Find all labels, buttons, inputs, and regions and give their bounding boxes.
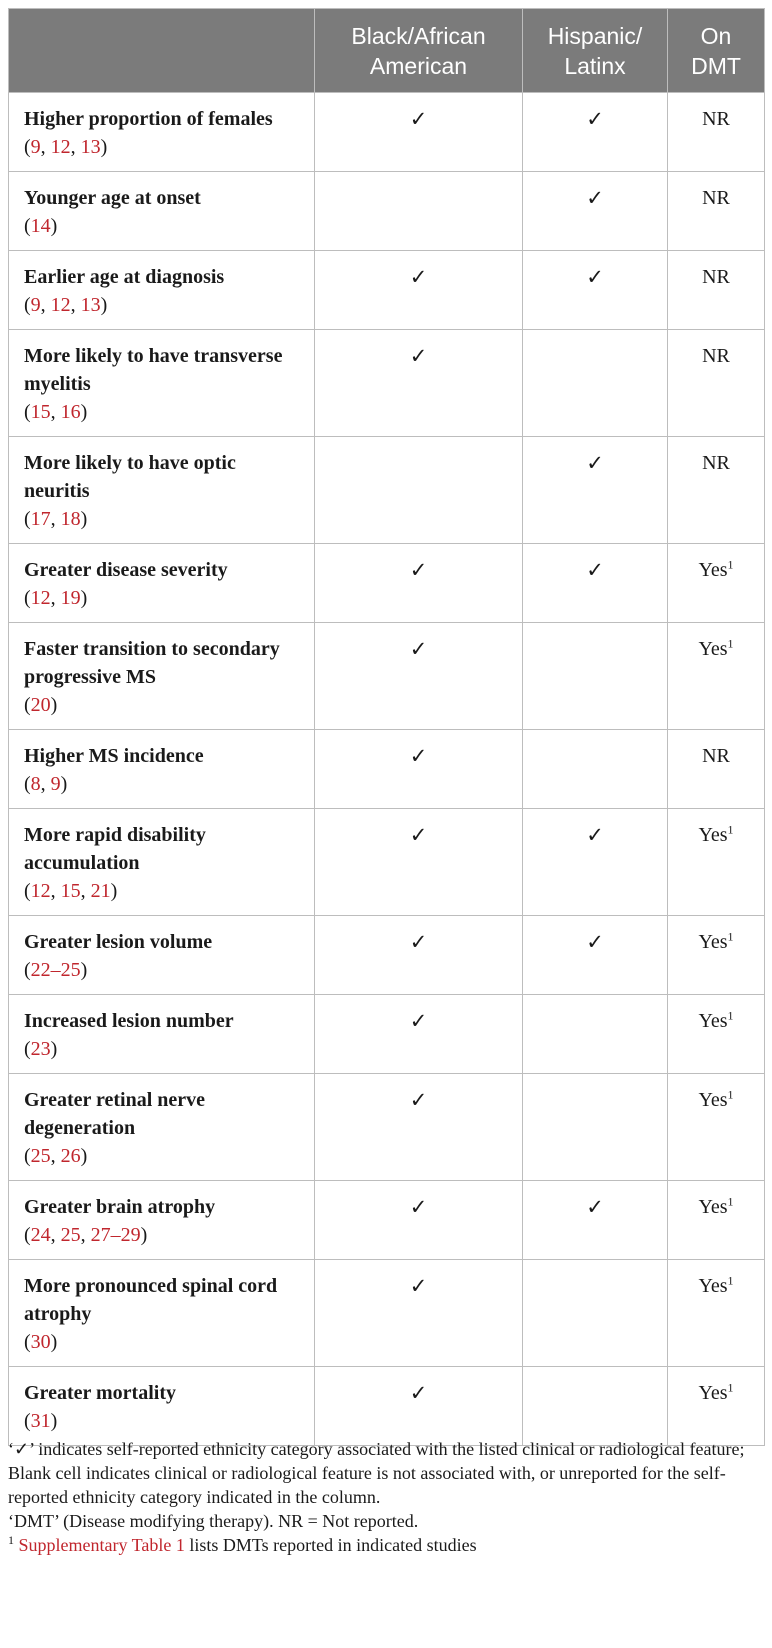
table-footnotes: [8, 1437, 764, 1557]
on-dmt-cell: [668, 730, 765, 809]
hispanic-latinx-cell: [523, 623, 668, 730]
dmt-footnote-marker: 1: [727, 1380, 734, 1395]
hispanic-latinx-cell: ✓: [523, 93, 668, 172]
reference-link[interactable]: 15: [60, 880, 81, 902]
reference-separator: ,: [80, 1224, 91, 1246]
feature-cell: [9, 330, 315, 437]
dmt-value: Yes: [698, 1275, 728, 1297]
feature-cell: [9, 437, 315, 544]
reference-link[interactable]: 22–25: [30, 959, 81, 981]
hispanic-latinx-cell: ✓: [523, 437, 668, 544]
hispanic-latinx-cell: [523, 1260, 668, 1367]
reference-link[interactable]: 25: [30, 1145, 51, 1167]
reference-list: (12, 19): [24, 587, 88, 609]
reference-link[interactable]: 27–29: [90, 1224, 141, 1246]
table-header: [9, 9, 765, 93]
black-african-american-cell: ✓: [315, 1260, 523, 1367]
feature-cell: [9, 544, 315, 623]
feature-cell: [9, 916, 315, 995]
hispanic-latinx-cell: ✓: [523, 544, 668, 623]
table-row: [9, 995, 765, 1074]
on-dmt-cell: [668, 916, 765, 995]
reference-separator: ,: [70, 294, 81, 316]
on-dmt-cell: [668, 437, 765, 544]
feature-cell: [9, 730, 315, 809]
feature-label: Increased lesion number: [24, 1010, 234, 1032]
dmt-value: NR: [702, 187, 730, 209]
hispanic-latinx-cell: [523, 330, 668, 437]
reference-separator: ,: [40, 136, 51, 158]
reference-link[interactable]: 12: [50, 294, 71, 316]
feature-cell: [9, 172, 315, 251]
reference-link[interactable]: 15: [30, 401, 51, 423]
dmt-footnote-marker: 1: [727, 822, 734, 837]
table-row: [9, 1260, 765, 1367]
reference-separator: ,: [50, 880, 61, 902]
feature-label: Faster transition to secondary progressive MS: [24, 638, 280, 688]
reference-link[interactable]: 31: [30, 1410, 51, 1432]
black-african-american-cell: ✓: [315, 1367, 523, 1446]
reference-link[interactable]: 12: [30, 880, 51, 902]
reference-list: (9, 12, 13): [24, 294, 108, 316]
hispanic-latinx-cell: [523, 730, 668, 809]
feature-label: More pronounced spinal cord atrophy: [24, 1275, 278, 1325]
black-african-american-cell: ✓: [315, 623, 523, 730]
on-dmt-cell: [668, 623, 765, 730]
table-row: [9, 251, 765, 330]
feature-label: Greater brain atrophy: [24, 1196, 216, 1218]
feature-cell: [9, 1260, 315, 1367]
reference-link[interactable]: 13: [80, 136, 101, 158]
dmt-footnote-marker: 1: [727, 1194, 734, 1209]
on-dmt-cell: [668, 172, 765, 251]
reference-separator: ,: [80, 880, 91, 902]
dmt-value: Yes: [698, 824, 728, 846]
reference-list: (17, 18): [24, 508, 88, 530]
reference-list: (20): [24, 694, 58, 716]
reference-link[interactable]: 9: [30, 136, 41, 158]
table-row: [9, 809, 765, 916]
feature-cell: [9, 1181, 315, 1260]
dmt-value: Yes: [698, 1010, 728, 1032]
feature-cell: [9, 251, 315, 330]
reference-link[interactable]: 17: [30, 508, 51, 530]
dmt-value: NR: [702, 108, 730, 130]
black-african-american-cell: ✓: [315, 544, 523, 623]
footnote-supplementary: [8, 1533, 764, 1557]
reference-list: (22–25): [24, 959, 88, 981]
header-hispanic-latinx: Hispanic/ Latinx: [523, 9, 668, 93]
table-row: [9, 1074, 765, 1181]
header-feature: [9, 9, 315, 93]
black-african-american-cell: ✓: [315, 251, 523, 330]
reference-link[interactable]: 30: [30, 1331, 51, 1353]
feature-label: Younger age at onset: [24, 187, 201, 209]
reference-link[interactable]: 23: [30, 1038, 51, 1060]
black-african-american-cell: [315, 437, 523, 544]
feature-cell: [9, 995, 315, 1074]
dmt-footnote-marker: 1: [727, 929, 734, 944]
table-row: [9, 172, 765, 251]
reference-link[interactable]: 13: [80, 294, 101, 316]
reference-separator: ,: [50, 587, 61, 609]
hispanic-latinx-cell: ✓: [523, 916, 668, 995]
feature-label: Greater lesion volume: [24, 931, 213, 953]
reference-link[interactable]: 18: [60, 508, 81, 530]
reference-list: (14): [24, 215, 58, 237]
hispanic-latinx-cell: [523, 995, 668, 1074]
table-row: [9, 93, 765, 172]
header-on-dmt: On DMT: [668, 9, 765, 93]
reference-separator: ,: [50, 508, 61, 530]
feature-label: Greater retinal nerve degeneration: [24, 1089, 206, 1139]
on-dmt-cell: [668, 1181, 765, 1260]
on-dmt-cell: [668, 330, 765, 437]
feature-cell: [9, 809, 315, 916]
reference-list: (24, 25, 27–29): [24, 1224, 148, 1246]
on-dmt-cell: [668, 1074, 765, 1181]
reference-link[interactable]: 9: [50, 773, 61, 795]
dmt-value: NR: [702, 745, 730, 767]
black-african-american-cell: ✓: [315, 809, 523, 916]
black-african-american-cell: ✓: [315, 93, 523, 172]
reference-link[interactable]: 26: [60, 1145, 81, 1167]
dmt-value: NR: [702, 452, 730, 474]
reference-separator: ,: [40, 773, 51, 795]
dmt-value: Yes: [698, 931, 728, 953]
footnote-supplementary-text: lists DMTs reported in indicated studies: [184, 1535, 477, 1555]
reference-link[interactable]: 16: [60, 401, 81, 423]
table-row: [9, 623, 765, 730]
dmt-value: Yes: [698, 559, 728, 581]
dmt-value: Yes: [698, 1089, 728, 1111]
supplementary-table-link[interactable]: Supplementary Table 1: [18, 1535, 185, 1555]
black-african-american-cell: ✓: [315, 730, 523, 809]
reference-link[interactable]: 8: [30, 773, 41, 795]
feature-cell: [9, 1074, 315, 1181]
reference-list: (25, 26): [24, 1145, 88, 1167]
dmt-footnote-marker: 1: [727, 1273, 734, 1288]
table-row: [9, 437, 765, 544]
dmt-value: Yes: [698, 1382, 728, 1404]
on-dmt-cell: [668, 995, 765, 1074]
feature-label: More likely to have optic neuritis: [24, 452, 236, 502]
feature-label: Higher proportion of females: [24, 108, 273, 130]
reference-list: (9, 12, 13): [24, 136, 108, 158]
on-dmt-cell: [668, 251, 765, 330]
reference-list: (30): [24, 1331, 58, 1353]
dmt-footnote-marker: 1: [727, 1087, 734, 1102]
footnote-dmt: ‘DMT’ (Disease modifying therapy). NR = Not reported.: [8, 1511, 419, 1531]
reference-list: (12, 15, 21): [24, 880, 118, 902]
table-row: [9, 916, 765, 995]
feature-label: Earlier age at diagnosis: [24, 266, 225, 288]
reference-link[interactable]: 12: [30, 587, 51, 609]
reference-link[interactable]: 9: [30, 294, 41, 316]
table-row: [9, 1367, 765, 1446]
reference-link[interactable]: 14: [30, 215, 51, 237]
on-dmt-cell: [668, 93, 765, 172]
footnote-checkmark: ‘✓’ indicates self-reported ethnicity category associated with the listed clinical or radiological feature; Blank cell indicates clinical or radiological feature is not associated with, or unreported for the self-reported ethnicity category indicated in the column.: [8, 1439, 745, 1507]
on-dmt-cell: [668, 1367, 765, 1446]
table-row: [9, 330, 765, 437]
reference-list: (23): [24, 1038, 58, 1060]
reference-link[interactable]: 19: [60, 587, 81, 609]
reference-separator: ,: [70, 136, 81, 158]
hispanic-latinx-cell: ✓: [523, 1181, 668, 1260]
reference-link[interactable]: 12: [50, 136, 71, 158]
black-african-american-cell: ✓: [315, 1181, 523, 1260]
reference-separator: ,: [50, 1145, 61, 1167]
reference-link[interactable]: 25: [60, 1224, 81, 1246]
black-african-american-cell: ✓: [315, 916, 523, 995]
feature-label: More likely to have transverse myelitis: [24, 345, 283, 395]
dmt-value: Yes: [698, 638, 728, 660]
reference-list: (8, 9): [24, 773, 68, 795]
dmt-footnote-marker: 1: [727, 636, 734, 651]
reference-separator: ,: [50, 1224, 61, 1246]
hispanic-latinx-cell: ✓: [523, 809, 668, 916]
on-dmt-cell: [668, 809, 765, 916]
clinical-features-table: [8, 8, 765, 1446]
reference-list: (15, 16): [24, 401, 88, 423]
feature-label: Greater disease severity: [24, 559, 228, 581]
table-body: [9, 93, 765, 1446]
feature-cell: [9, 93, 315, 172]
feature-cell: [9, 623, 315, 730]
on-dmt-cell: [668, 544, 765, 623]
feature-cell: [9, 1367, 315, 1446]
black-african-american-cell: ✓: [315, 995, 523, 1074]
reference-link[interactable]: 24: [30, 1224, 51, 1246]
footnote-marker: 1: [8, 1533, 14, 1547]
feature-label: Greater mortality: [24, 1382, 176, 1404]
feature-label: Higher MS incidence: [24, 745, 204, 767]
dmt-value: NR: [702, 266, 730, 288]
dmt-value: Yes: [698, 1196, 728, 1218]
reference-separator: ,: [50, 401, 61, 423]
hispanic-latinx-cell: ✓: [523, 251, 668, 330]
on-dmt-cell: [668, 1260, 765, 1367]
table-row: [9, 544, 765, 623]
dmt-footnote-marker: 1: [727, 557, 734, 572]
black-african-american-cell: ✓: [315, 330, 523, 437]
hispanic-latinx-cell: [523, 1367, 668, 1446]
table-row: [9, 1181, 765, 1260]
dmt-footnote-marker: 1: [727, 1008, 734, 1023]
header-black-african-american: Black/African American: [315, 9, 523, 93]
table-row: [9, 730, 765, 809]
reference-separator: ,: [40, 294, 51, 316]
black-african-american-cell: [315, 172, 523, 251]
black-african-american-cell: ✓: [315, 1074, 523, 1181]
hispanic-latinx-cell: ✓: [523, 172, 668, 251]
hispanic-latinx-cell: [523, 1074, 668, 1181]
feature-label: More rapid disability accumulation: [24, 824, 206, 874]
reference-link[interactable]: 21: [90, 880, 111, 902]
dmt-value: NR: [702, 345, 730, 367]
reference-list: (31): [24, 1410, 58, 1432]
reference-link[interactable]: 20: [30, 694, 51, 716]
